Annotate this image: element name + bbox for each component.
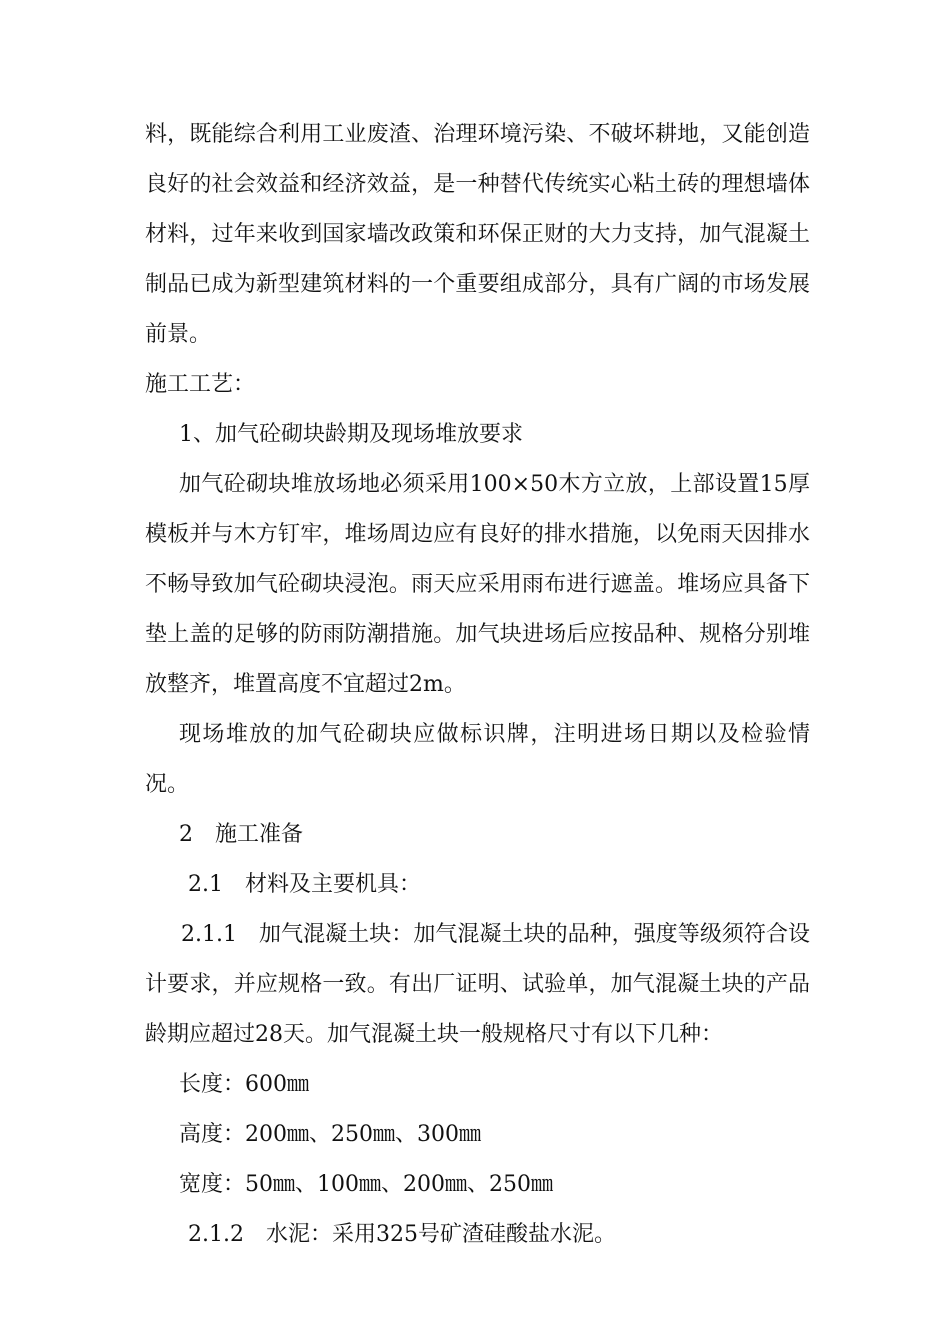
list-item-length: 长度：600㎜ bbox=[179, 1072, 309, 1097]
paragraph-labeling: 现场堆放的加气砼砌块应做标识牌，注明进场日期以及检验情况。 bbox=[145, 722, 810, 797]
list-item-width: 宽度：50㎜、100㎜、200㎜、250㎜ bbox=[179, 1172, 553, 1197]
list-item-height: 高度：200㎜、250㎜、300㎜ bbox=[179, 1122, 481, 1147]
heading-construction-process: 施工工艺： bbox=[145, 372, 256, 397]
document-body bbox=[145, 110, 810, 1260]
paragraph-block-specs: 2.1.1 加气混凝土块：加气混凝土块的品种，强度等级须符合设计要求，并应规格一致。有出厂证明、试验单，加气混凝土块的产品龄期应超过28天。加气混凝土块一般规格尺寸有以下几种： bbox=[145, 922, 810, 1047]
heading-section-2: 2 施工准备 bbox=[179, 822, 303, 847]
paragraph-storage: 加气砼砌块堆放场地必须采用100×50木方立放，上部设置15厚模板并与木方钉牢，堆场周边应有良好的排水措施，以免雨天因排水不畅导致加气砼砌块浸泡。雨天应采用雨布进行遮盖。堆场应具备下垫上盖的足够的防雨防潮措施。加气块进场后应按品种、规格分别堆放整齐，堆置高度不宜超过2m。 bbox=[145, 472, 810, 697]
paragraph-cement: 2.1.2 水泥：采用325号矿渣硅酸盐水泥。 bbox=[188, 1222, 616, 1247]
paragraph-benefits: 料，既能综合利用工业废渣、治理环境污染、不破坏耕地，又能创造良好的社会效益和经济效益，是一种替代传统实心粘土砖的理想墙体材料，过年来收到国家墙改政策和环保正财的大力支持，加气混凝土制品已成为新型建筑材料的一个重要组成部分，具有广阔的市场发展前景。 bbox=[145, 122, 810, 347]
heading-section-1: 1、加气砼砌块龄期及现场堆放要求 bbox=[179, 422, 523, 447]
heading-section-2-1: 2.1 材料及主要机具： bbox=[188, 872, 421, 897]
